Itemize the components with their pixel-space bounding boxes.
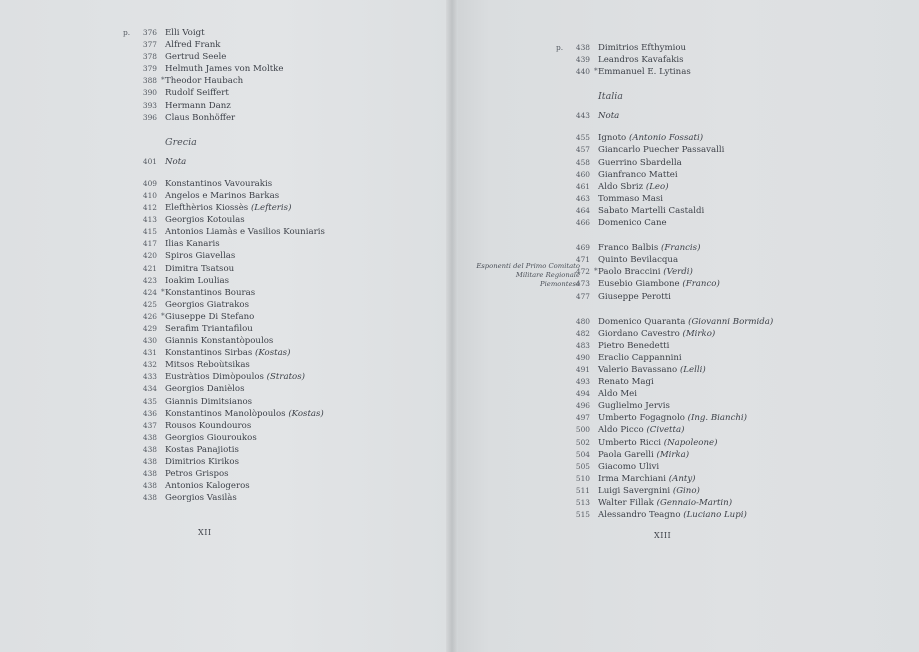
entry-page-number: 463 [575, 193, 590, 203]
entry-page-number: 466 [575, 218, 590, 228]
entry-name: Paola Garelli (Mirka) [598, 449, 690, 460]
entry-name: Domenico Quaranta (Giovanni Bormida) [598, 316, 774, 327]
toc-entry [137, 112, 325, 124]
entry-name: Rudolf Seiffert [165, 88, 229, 99]
entry-name: Franco Balbis (Francis) [598, 243, 701, 254]
toc-entry [137, 275, 325, 287]
toc-entry [570, 157, 773, 169]
asterisk-mark: * [161, 310, 165, 320]
right-toc-column [556, 42, 774, 521]
toc-entry [137, 202, 325, 214]
entry-page-number: 409 [142, 178, 157, 188]
nota-entry [570, 110, 773, 122]
page-folio-left: XII [198, 528, 212, 537]
entry-name: Giuseppe Perotti [598, 291, 671, 302]
entry-name: Konstantinos Bouras [165, 287, 256, 298]
entry-page-number: 420 [142, 251, 157, 261]
toc-entry [570, 144, 773, 156]
toc-entry [137, 359, 325, 371]
entry-name: Aldo Sbriz (Leo) [598, 181, 669, 192]
entry-page-number: 469 [575, 243, 590, 253]
book-gutter [446, 0, 458, 652]
asterisk-mark: * [594, 66, 598, 76]
italia-entries-a [570, 132, 773, 229]
entry-page-number: 491 [575, 364, 590, 374]
entry-page-number: 393 [142, 100, 157, 110]
toc-entry [570, 217, 773, 229]
entry-page-number: 461 [575, 181, 590, 191]
page-folio-right: XIII [654, 531, 672, 540]
entry-page-number: 377 [142, 40, 157, 50]
toc-entry [570, 449, 773, 461]
entry-name: Helmuth James von Moltke [165, 64, 284, 75]
toc-entry [570, 340, 773, 352]
entry-name: Antonios Kalogeros [165, 481, 250, 492]
entry-name: Serafim Triantafilou [165, 323, 253, 334]
section-heading-italia: Italia [598, 91, 623, 103]
entry-page-number: 496 [575, 401, 590, 411]
entry-name: Dimitrios Kirikos [165, 457, 239, 467]
toc-entry [137, 287, 325, 299]
entry-name: Guglielmo Jervis [598, 401, 670, 412]
toc-entry [570, 266, 773, 278]
entry-name: Nota [598, 111, 620, 122]
grecia-entries [137, 178, 325, 505]
toc-entry [137, 226, 325, 238]
entry-name: Guerrino Sbardella [598, 157, 682, 168]
entry-page-number: 426 [142, 311, 157, 321]
entry-name: Giacomo Ulivi [598, 461, 660, 472]
entry-page-number: 440 [575, 67, 590, 77]
entry-name: Elefthèrios Kiossès (Lefteris) [165, 203, 292, 214]
left-toc-column [123, 27, 325, 504]
entry-name: Valerio Bavassano (Lelli) [598, 364, 706, 375]
entry-page-number: 376 [142, 28, 157, 37]
entry-page-number: 438 [142, 432, 157, 442]
entry-page-number: 434 [142, 384, 157, 394]
entry-page-number: 511 [575, 485, 590, 495]
entry-page-number: 515 [575, 510, 590, 520]
toc-entry [570, 316, 773, 328]
entry-page-number: 500 [575, 425, 590, 435]
toc-entry [137, 492, 325, 504]
entry-page-number: 388 [142, 76, 157, 86]
toc-entry [570, 461, 773, 473]
toc-entry [556, 42, 773, 54]
entry-name: Renato Magi [598, 377, 654, 388]
entry-page-number: 438 [142, 493, 157, 503]
entry-name: Sabato Martelli Castaldi [598, 205, 705, 216]
grecia-entries-continued [556, 42, 773, 78]
entry-page-number: 477 [575, 291, 590, 301]
entry-name: Giannis Dimitsianos [165, 396, 253, 407]
toc-entry [137, 335, 325, 347]
toc-entry [137, 75, 325, 87]
entry-name: Nota [165, 156, 187, 167]
toc-entry [570, 497, 773, 509]
entry-name: Antonios Liamàs e Vasilios Kouniaris [165, 227, 325, 238]
entry-name: Irma Marchiani (Anty) [598, 473, 696, 484]
entry-page-number: 439 [575, 55, 590, 65]
entry-page-number: 493 [575, 377, 590, 387]
entry-name: Eustràtios Dimòpoulos (Stratos) [165, 372, 305, 383]
entry-page-number: 494 [575, 389, 590, 399]
entry-page-number: 480 [575, 316, 590, 326]
entry-page-number: 471 [575, 255, 590, 265]
toc-entry [570, 291, 773, 303]
toc-entry [570, 205, 773, 217]
toc-entry [570, 473, 773, 485]
entry-name: Georgios Kotoulas [165, 215, 245, 226]
entry-page-number: 436 [142, 408, 157, 418]
entry-name: Umberto Ricci (Napoleone) [598, 437, 718, 448]
entry-page-number: 438 [142, 444, 157, 454]
entry-name: Gertrud Seele [165, 52, 227, 63]
toc-entry [137, 444, 325, 456]
toc-entry [137, 468, 325, 480]
entry-name: Elli Voigt [165, 28, 205, 38]
toc-entry [570, 412, 773, 424]
entry-name: Konstantinos Vavourakis [165, 178, 273, 189]
entry-name: Eusebio Giambone (Franco) [598, 279, 720, 290]
entry-page-number: 483 [575, 340, 590, 350]
entry-name: Aldo Picco (Civetta) [598, 425, 685, 436]
entry-page-number: 412 [142, 203, 157, 213]
toc-entry [137, 347, 325, 359]
entry-page-number: 435 [142, 396, 157, 406]
entry-page-number: 464 [575, 205, 590, 215]
toc-entry [137, 214, 325, 226]
entry-page-number: 438 [142, 457, 157, 466]
toc-entry [137, 383, 325, 395]
entry-name: Aldo Mei [598, 389, 637, 400]
entry-page-number: 432 [142, 360, 157, 370]
entry-page-number: 504 [575, 449, 590, 459]
entry-name: Claus Bonhöffer [165, 112, 236, 123]
entry-page-number: 410 [142, 190, 157, 200]
entry-page-number: 424 [142, 287, 157, 297]
toc-entry [137, 39, 325, 51]
entry-page-number: 458 [575, 157, 590, 167]
toc-entry [137, 432, 325, 444]
toc-entry [137, 456, 325, 468]
right-page [452, 0, 919, 652]
entry-name: Pietro Benedetti [598, 340, 670, 351]
entry-name: Ignoto (Antonio Fossati) [598, 133, 704, 144]
toc-entry [570, 400, 773, 412]
entry-page-number: 433 [142, 372, 157, 382]
left-page [0, 0, 452, 652]
entry-name: Leandros Kavafakis [598, 55, 684, 66]
entry-page-number: 431 [142, 348, 157, 358]
entry-page-number: 417 [142, 239, 157, 249]
entry-page-number: 378 [142, 52, 157, 62]
toc-entry [570, 278, 773, 290]
entry-name: Georgios Giouroukos [165, 432, 257, 443]
entry-name: Ilias Kanaris [165, 239, 220, 250]
entry-name: Georgios Giatrakos [165, 299, 250, 310]
nota-entry [137, 156, 325, 168]
entry-name: Giannis Konstantòpoulos [165, 336, 274, 347]
asterisk-mark: * [161, 286, 165, 296]
entry-page-number: 460 [575, 169, 590, 179]
entry-page-number: 497 [575, 413, 590, 423]
entry-name: Hermann Danz [165, 100, 231, 111]
entry-page-number: 510 [575, 473, 590, 483]
toc-entry [137, 323, 325, 335]
entry-page-number: 423 [142, 275, 157, 285]
entry-name: Spiros Giavellas [165, 251, 236, 262]
toc-entry [137, 263, 325, 275]
entry-name: Ioakim Loulias [165, 275, 229, 286]
entry-name: Konstantinos Sirbas (Kostas) [165, 348, 291, 359]
entry-page-number: 438 [142, 469, 157, 479]
germany-entries [123, 27, 325, 124]
asterisk-mark: * [594, 266, 598, 276]
entry-page-number: 438 [575, 43, 590, 52]
toc-entry [137, 311, 325, 323]
entry-name: Umberto Fogagnolo (Ing. Bianchi) [598, 413, 748, 424]
italia-entries-piemonte [570, 242, 773, 302]
entry-name: Quinto Bevilacqua [598, 255, 679, 266]
entry-page-number: 502 [575, 437, 590, 447]
entry-name: Luigi Savergnini (Gino) [598, 485, 700, 496]
entry-page-number: 413 [142, 215, 157, 225]
entry-page-number: 429 [142, 323, 157, 333]
toc-entry [137, 299, 325, 311]
toc-entry [137, 178, 325, 190]
toc-entry [570, 254, 773, 266]
toc-entry [137, 51, 325, 63]
toc-entry [570, 66, 773, 78]
toc-entry [137, 190, 325, 202]
entry-name: Dimitra Tsatsou [165, 263, 235, 274]
toc-entry [570, 352, 773, 364]
entry-page-number: 390 [142, 88, 157, 98]
page-prefix: p. [556, 43, 564, 52]
toc-entry [137, 250, 325, 262]
entry-page-number: 457 [575, 145, 590, 155]
entry-name: Angelos e Marinos Barkas [165, 190, 280, 201]
toc-entry [137, 480, 325, 492]
page-prefix: p. [123, 28, 131, 37]
entry-name: Konstantinos Manolòpoulos (Kostas) [165, 408, 324, 419]
entry-name: Giuseppe Di Stefano [165, 311, 255, 322]
entry-name: Giordano Cavestro (Mirko) [598, 328, 716, 339]
toc-entry [570, 424, 773, 436]
italia-entries-b [570, 316, 773, 522]
entry-page-number: 482 [575, 328, 590, 338]
entry-name: Theodor Haubach [165, 76, 244, 87]
entry-name: Walter Fillak (Gennaio-Martin) [598, 498, 733, 508]
entry-name: Domenico Cane [598, 218, 667, 229]
toc-entry [570, 364, 773, 376]
toc-entry [570, 169, 773, 181]
toc-entry [137, 63, 325, 75]
toc-entry [137, 371, 325, 383]
entry-page-number: 401 [142, 156, 157, 166]
entry-page-number: 379 [142, 64, 157, 74]
toc-entry [137, 100, 325, 112]
toc-entry [570, 328, 773, 340]
entry-name: Giancarlo Puecher Passavalli [598, 145, 725, 156]
entry-page-number: 443 [575, 111, 590, 121]
entry-page-number: 513 [575, 498, 590, 507]
entry-page-number: 415 [142, 227, 157, 237]
entry-name: Georgios Vasilàs [165, 493, 237, 504]
entry-page-number: 455 [575, 133, 590, 143]
toc-entry [570, 376, 773, 388]
entry-name: Tommaso Masi [598, 193, 664, 204]
entry-name: Mitsos Reboùtsikas [165, 360, 250, 371]
entry-name: Kostas Panajiotis [165, 444, 239, 455]
entry-name: Petros Grispos [165, 469, 229, 480]
toc-entry [570, 388, 773, 400]
entry-page-number: 396 [142, 112, 157, 122]
margin-note-piemonte: Esponenti del Primo Comitato Militare Regionale Piemontese [476, 262, 580, 288]
entry-name: Alessandro Teagno (Luciano Lupi) [598, 510, 747, 521]
entry-page-number: 421 [142, 263, 157, 273]
entry-name: Emmanuel E. Lytinas [598, 67, 691, 78]
entry-page-number: 490 [575, 352, 590, 362]
entry-page-number: 437 [142, 420, 157, 430]
entry-name: Gianfranco Mattei [598, 169, 678, 180]
entry-page-number: 425 [142, 299, 157, 309]
entry-name: Georgios Danièlos [165, 384, 245, 395]
toc-entry [570, 193, 773, 205]
toc-entry [123, 27, 325, 39]
toc-entry [137, 87, 325, 99]
toc-entry [570, 54, 773, 66]
entry-name: Alfred Frank [165, 40, 221, 51]
entry-page-number: 430 [142, 336, 157, 346]
toc-entry [137, 420, 325, 432]
section-heading-grecia: Grecia [165, 136, 197, 148]
toc-entry [137, 238, 325, 250]
entry-page-number: 438 [142, 481, 157, 491]
entry-name: Dimitrios Efthymiou [598, 43, 687, 53]
entry-name: Eraclio Cappannini [598, 352, 682, 363]
entry-page-number: 505 [575, 461, 590, 471]
entry-page-number: 473 [575, 279, 590, 289]
toc-entry [570, 181, 773, 193]
toc-entry [570, 132, 773, 144]
entry-name: Rousos Koundouros [165, 420, 252, 431]
toc-entry [137, 396, 325, 408]
asterisk-mark: * [161, 75, 165, 85]
toc-entry [137, 408, 325, 420]
toc-entry [570, 509, 773, 521]
toc-entry [570, 485, 773, 497]
toc-entry [570, 437, 773, 449]
entry-page-number: 472 [575, 267, 590, 277]
entry-name: Paolo Braccini (Verdi) [598, 267, 693, 278]
toc-entry [570, 242, 773, 254]
